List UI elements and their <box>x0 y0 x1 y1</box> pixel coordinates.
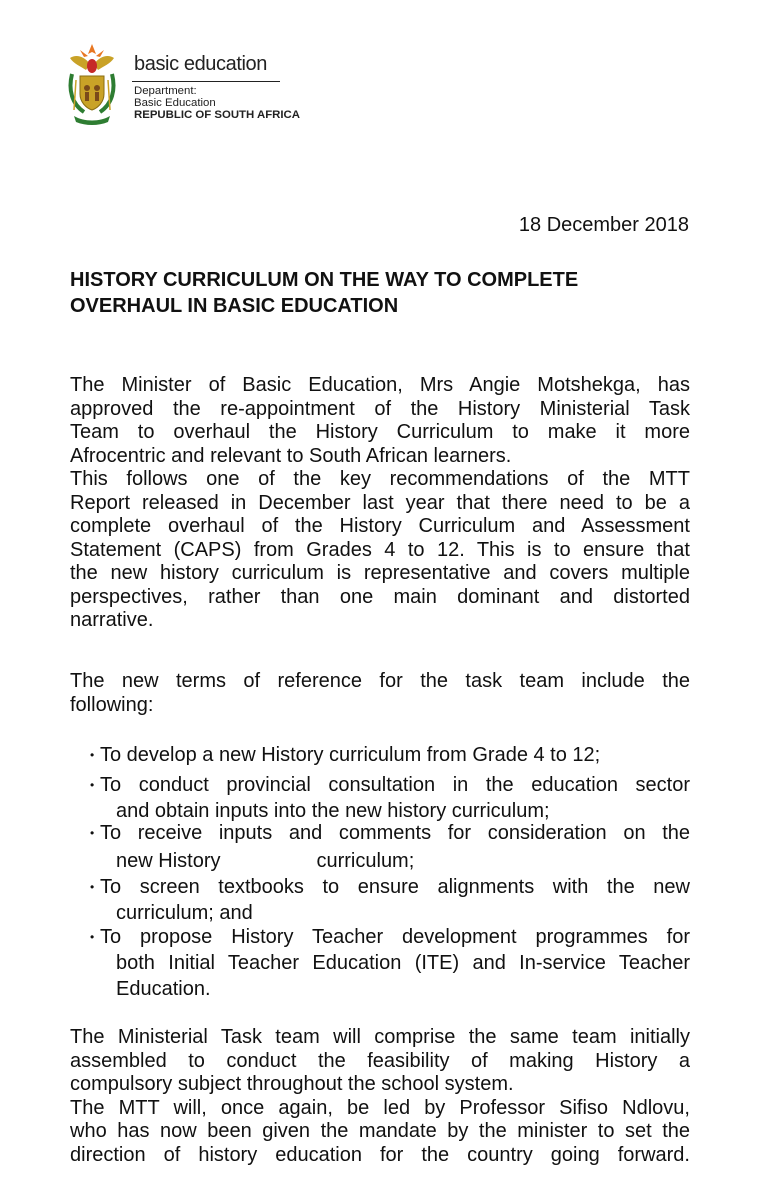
department-subtitle <box>134 85 300 121</box>
headline-line: OVERHAUL IN BASIC EDUCATION <box>70 295 399 317</box>
paragraph-line: approved the re-appointment of the History Ministerial Task <box>70 397 690 420</box>
paragraph-line: The Ministerial Task team will comprise the same team initially <box>70 1026 690 1048</box>
paragraph-line: the new history curriculum is representative and covers multiple <box>70 562 690 584</box>
list-item-fragment: curriculum; <box>316 850 415 872</box>
list-item <box>86 874 690 926</box>
paragraph-line: Afrocentric and relevant to South African learners. <box>70 444 512 467</box>
department-logo <box>62 40 302 130</box>
list-item <box>86 924 690 1002</box>
paragraph-line: The MTT will, once again, be led by Professor Sifiso Ndlovu, <box>70 1096 690 1119</box>
list-item <box>86 820 690 874</box>
intro-paragraph <box>70 374 690 633</box>
bullet-icon: • <box>90 826 95 840</box>
list-item-line: To conduct provincial consultation in the education sector <box>100 774 690 796</box>
headline-line: HISTORY CURRICULUM ON THE WAY TO COMPLETE <box>70 269 579 291</box>
paragraph-line: Team to overhaul the History Curriculum to make it more <box>70 421 690 443</box>
paragraph-line: narrative. <box>70 609 154 631</box>
paragraph-line: following: <box>70 693 154 716</box>
paragraph-line: direction of history education for the country going forward. <box>70 1143 690 1166</box>
press-release-headline <box>70 267 700 319</box>
list-item <box>86 772 690 824</box>
list-item-line: both Initial Teacher Education (ITE) and In-service Teacher <box>116 952 690 974</box>
dept-line: Department: <box>134 85 197 97</box>
paragraph-line: Statement (CAPS) from Grades 4 to 12. This is to ensure that <box>70 538 690 561</box>
list-item-fragment: new History <box>116 850 221 872</box>
country-line: REPUBLIC OF SOUTH AFRICA <box>134 109 301 121</box>
terms-intro-paragraph <box>70 670 690 717</box>
bullet-icon: • <box>90 880 95 894</box>
paragraph-line: perspectives, rather than one main dominant and distorted <box>70 585 690 608</box>
list-item-line: To screen textbooks to ensure alignments with the new <box>100 876 690 898</box>
closing-paragraph <box>70 1026 690 1167</box>
brand-divider <box>132 81 280 82</box>
list-item-line: To receive inputs and comments for consideration on the <box>100 822 690 844</box>
dept-line: Basic Education <box>134 97 216 109</box>
list-item-line: To propose History Teacher development programmes for <box>100 926 690 948</box>
paragraph-line: This follows one of the key recommendations of the MTT <box>70 468 690 490</box>
list-item-line: Education. <box>116 978 211 1000</box>
bullet-icon: • <box>90 748 95 762</box>
paragraph-line: compulsory subject throughout the school system. <box>70 1073 514 1095</box>
department-name: basic education <box>134 53 267 75</box>
bullet-icon: • <box>90 778 95 792</box>
release-date: 18 December 2018 <box>518 214 689 236</box>
bullet-icon: • <box>90 930 95 944</box>
list-item-line: To develop a new History curriculum from Grade 4 to 12; <box>100 744 601 766</box>
coat-of-arms-icon <box>62 40 122 126</box>
paragraph-line: The new terms of reference for the task team include the <box>70 670 690 692</box>
paragraph-line: who has now been given the mandate by the minister to set the <box>70 1120 690 1142</box>
paragraph-line: Report released in December last year that there need to be a <box>70 491 690 514</box>
list-item-line: curriculum; and <box>116 902 253 924</box>
paragraph-line: assembled to conduct the feasibility of making History a <box>70 1049 690 1072</box>
paragraph-line: complete overhaul of the History Curriculum and Assessment <box>70 515 690 537</box>
list-item-line <box>116 848 690 874</box>
paragraph-line: The Minister of Basic Education, Mrs Angie Motshekga, has <box>70 374 690 396</box>
list-item <box>86 742 690 768</box>
list-item-line: and obtain inputs into the new history curriculum; <box>116 800 550 822</box>
